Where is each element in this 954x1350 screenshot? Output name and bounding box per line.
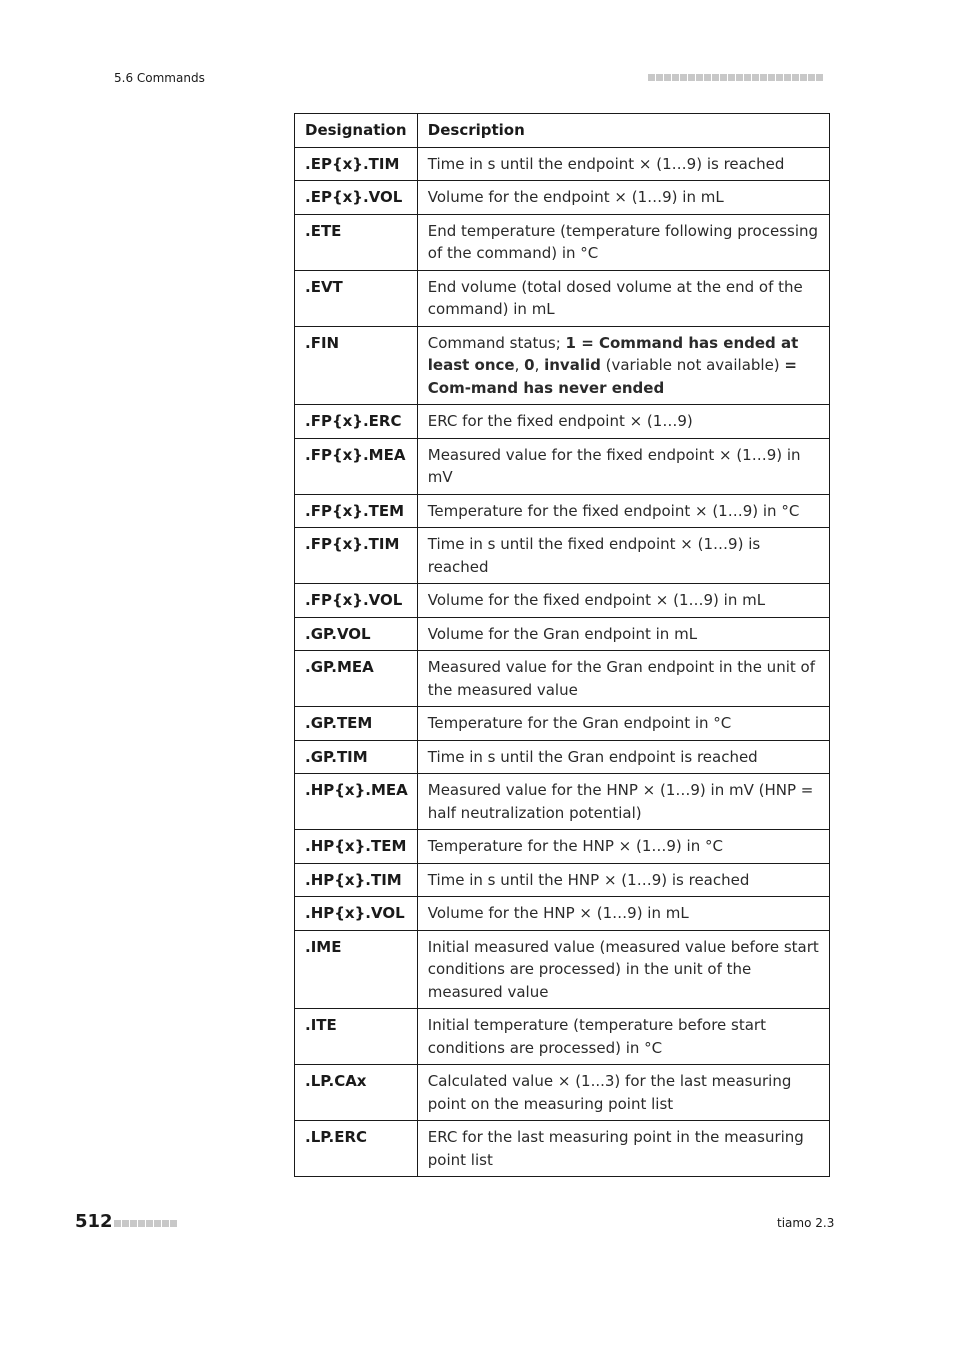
description-cell (417, 584, 829, 618)
decoration-dot (768, 74, 775, 81)
product-name: tiamo 2.3 (777, 1216, 835, 1230)
description-cell (417, 830, 829, 864)
description-text: End volume (total dosed volume at the end of the command) in mL (427, 277, 803, 318)
table-row (295, 930, 830, 1009)
description-cell (417, 707, 829, 741)
table-row (295, 147, 830, 181)
description-text: (variable not available) (600, 356, 785, 374)
decoration-dot (720, 74, 727, 81)
table-row (295, 617, 830, 651)
description-cell (417, 897, 829, 931)
table-row (295, 326, 830, 405)
description-text: Volume for the fixed endpoint × (1…9) in mL (427, 591, 766, 609)
decoration-dot (744, 74, 751, 81)
table-row (295, 1065, 830, 1121)
footer-decoration (114, 1220, 177, 1227)
description-text: Time in s until the Gran endpoint is reached (427, 747, 758, 766)
designation-cell: .HP{x}.TEM (295, 830, 418, 864)
decoration-dot (114, 1220, 121, 1227)
description-cell (417, 740, 829, 774)
description-text: Command status; (427, 333, 566, 352)
designation-cell: .FP{x}.ERC (295, 405, 418, 439)
description-text: Temperature for the HNP × (1…9) in °C (427, 837, 723, 855)
description-bold-text: 0 (524, 356, 535, 374)
decoration-dot (672, 74, 679, 81)
description-text: ERC for the fixed endpoint × (1…9) (427, 412, 693, 430)
table-row (295, 1009, 830, 1065)
table-row (295, 897, 830, 931)
description-text: , (514, 356, 525, 374)
decoration-dot (800, 74, 807, 81)
description-cell (417, 270, 829, 326)
decoration-dot (664, 74, 671, 81)
decoration-dot (688, 74, 695, 81)
designation-cell: .FP{x}.MEA (295, 438, 418, 494)
table-row (295, 774, 830, 830)
description-text: , (534, 356, 545, 374)
description-text: Initial temperature (temperature before start conditions are processed) in °C (427, 1016, 766, 1057)
designation-cell: .FP{x}.VOL (295, 584, 418, 618)
table-row (295, 1121, 830, 1177)
table-row (295, 270, 830, 326)
designation-cell: .EVT (295, 270, 418, 326)
description-cell (417, 863, 829, 897)
table-row (295, 651, 830, 707)
table-row (295, 214, 830, 270)
decoration-dot (704, 74, 711, 81)
designation-cell: .IME (295, 930, 418, 1009)
designation-cell: .FP{x}.TEM (295, 494, 418, 528)
description-cell (417, 181, 829, 215)
description-text: Temperature for the Gran endpoint in °C (427, 714, 732, 732)
decoration-dot (146, 1220, 153, 1227)
designation-cell: .HP{x}.TIM (295, 863, 418, 897)
table-row (295, 740, 830, 774)
description-text: Temperature for the fixed endpoint × (1…9) in °C (427, 501, 800, 520)
designation-cell: .EP{x}.TIM (295, 147, 418, 181)
decoration-dot (760, 74, 767, 81)
description-cell (417, 774, 829, 830)
description-cell (417, 1121, 829, 1177)
decoration-dot (752, 74, 759, 81)
description-text: ERC for the last measuring point in the measuring point list (427, 1128, 804, 1169)
designation-cell: .ETE (295, 214, 418, 270)
designation-cell: .GP.MEA (295, 651, 418, 707)
decoration-dot (648, 74, 655, 81)
description-cell (417, 147, 829, 181)
description-text: Volume for the HNP × (1…9) in mL (427, 904, 689, 922)
description-text: Volume for the Gran endpoint in mL (427, 624, 698, 643)
description-cell (417, 214, 829, 270)
table-row (295, 405, 830, 439)
table-row (295, 863, 830, 897)
decoration-dot (808, 74, 815, 81)
decoration-dot (712, 74, 719, 81)
decoration-dot (792, 74, 799, 81)
designation-cell: .EP{x}.VOL (295, 181, 418, 215)
decoration-dot (816, 74, 823, 81)
designation-cell: .GP.TIM (295, 740, 418, 774)
decoration-dot (736, 74, 743, 81)
designation-cell: .LP.ERC (295, 1121, 418, 1177)
description-text: Initial measured value (measured value before start conditions are processed) in the unit of the measured value (427, 937, 819, 1001)
decoration-dot (784, 74, 791, 81)
decoration-dot (776, 74, 783, 81)
table-row (295, 584, 830, 618)
page-number: 512 (75, 1211, 113, 1232)
decoration-dot (122, 1220, 129, 1227)
description-cell (417, 528, 829, 584)
table-row (295, 707, 830, 741)
description-cell (417, 930, 829, 1009)
description-cell (417, 438, 829, 494)
designation-cell: .FIN (295, 326, 418, 405)
description-cell (417, 405, 829, 439)
description-bold-text: 1 = Command has ended at least once (427, 333, 799, 374)
designation-cell: .ITE (295, 1009, 418, 1065)
decoration-dot (728, 74, 735, 81)
table-row (295, 438, 830, 494)
column-header-description: Description (417, 114, 829, 148)
decoration-dot (656, 74, 663, 81)
header-decoration (648, 74, 823, 81)
decoration-dot (130, 1220, 137, 1227)
designation-cell: .HP{x}.MEA (295, 774, 418, 830)
description-text: Measured value for the HNP × (1…9) in mV (HNP = half neutralization potential) (427, 781, 814, 822)
description-cell (417, 651, 829, 707)
description-bold-text: = Com-mand has never ended (427, 356, 797, 397)
decoration-dot (170, 1220, 177, 1227)
description-text: Time in s until the fixed endpoint × (1…9) is reached (427, 535, 761, 576)
description-text: Measured value for the Gran endpoint in the unit of the measured value (427, 658, 815, 699)
description-cell (417, 494, 829, 528)
table-row (295, 181, 830, 215)
commands-table (294, 113, 830, 1177)
description-cell (417, 326, 829, 405)
description-cell (417, 1009, 829, 1065)
designation-cell: .GP.VOL (295, 617, 418, 651)
decoration-dot (138, 1220, 145, 1227)
table-row (295, 494, 830, 528)
designation-cell: .FP{x}.TIM (295, 528, 418, 584)
designation-cell: .LP.CAx (295, 1065, 418, 1121)
column-header-designation: Designation (295, 114, 418, 148)
decoration-dot (162, 1220, 169, 1227)
description-bold-text: invalid (544, 356, 601, 374)
table-header-row (295, 114, 830, 148)
description-text: End temperature (temperature following processing of the command) in °C (427, 221, 819, 262)
section-title: 5.6 Commands (114, 71, 205, 85)
designation-cell: .GP.TEM (295, 707, 418, 741)
decoration-dot (680, 74, 687, 81)
description-text: Measured value for the fixed endpoint × (1…9) in mV (427, 445, 801, 486)
description-text: Time in s until the HNP × (1…9) is reached (427, 870, 750, 889)
description-cell (417, 617, 829, 651)
description-text: Volume for the endpoint × (1…9) in mL (427, 188, 724, 206)
decoration-dot (154, 1220, 161, 1227)
table-row (295, 528, 830, 584)
description-text: Calculated value × (1...3) for the last measuring point on the measuring point list (427, 1072, 792, 1113)
table-row (295, 830, 830, 864)
designation-cell: .HP{x}.VOL (295, 897, 418, 931)
description-cell (417, 1065, 829, 1121)
description-text: Time in s until the endpoint × (1…9) is reached (427, 154, 785, 173)
decoration-dot (696, 74, 703, 81)
